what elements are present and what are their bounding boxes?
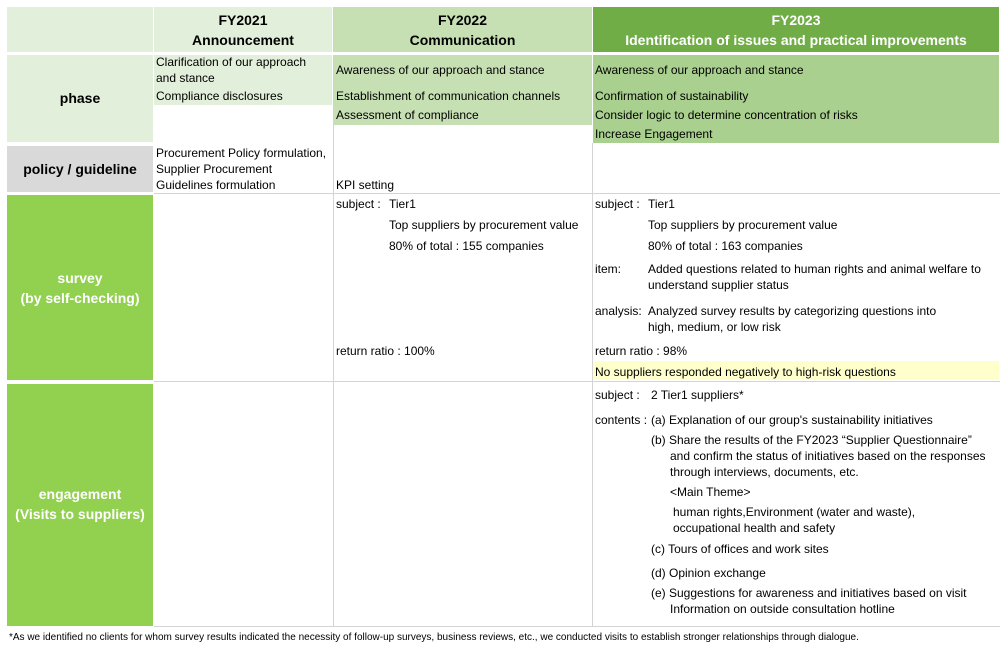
survey-fy2023-subject-label: subject : [595, 197, 640, 211]
engagement-item-b: (b) Share the results of the FY2023 “Supplier Questionnaire” [651, 433, 972, 447]
phase-label-cell [7, 55, 153, 142]
fy2021-title: Announcement [192, 32, 294, 48]
survey-fy2022-line: Top suppliers by procurement value [389, 218, 579, 232]
survey-fy2022-return: return ratio : 100% [336, 344, 435, 358]
engagement-item-c: (c) Tours of offices and work sites [651, 542, 829, 556]
policy-label: policy / guideline [23, 161, 137, 177]
engagement-item-e: (e) Suggestions for awareness and initiatives based on visit [651, 586, 967, 600]
survey-fy2022-line: 80% of total : 155 companies [389, 239, 544, 253]
survey-fy2023-subject-value: Tier1 [648, 197, 675, 211]
phase-fy2021-line: Compliance disclosures [156, 89, 283, 103]
survey-fy2023-analysis-line: high, medium, or low risk [648, 320, 781, 334]
phase-fy2021-line: and stance [156, 71, 215, 85]
survey-label-cell [7, 195, 153, 380]
fy2022-title: Communication [409, 32, 516, 48]
phase-fy2022-line: Establishment of communication channels [336, 89, 561, 103]
footnote: *As we identified no clients for whom survey results indicated the necessity of follow-up surveys, business reviews, etc., we conducted visits to establish stronger relationships through dialogue. [9, 632, 859, 643]
survey-fy2023-item-line: understand supplier status [648, 278, 789, 292]
engagement-contents-label: contents : [595, 413, 648, 427]
engagement-item-e: Information on outside consultation hotline [670, 602, 895, 616]
header-fy2023 [593, 7, 999, 52]
row-divider [154, 626, 1000, 627]
column-divider [333, 125, 334, 627]
fy2022-year: FY2022 [437, 12, 488, 28]
engagement-item-a: (a) Explanation of our group's sustainability initiatives [651, 413, 933, 427]
policy-label-cell [7, 146, 153, 192]
survey-label: survey [57, 270, 103, 286]
survey-fy2023-return: return ratio : 98% [595, 344, 688, 358]
row-divider [154, 381, 1000, 382]
survey-fy2023-line: 80% of total : 163 companies [648, 239, 803, 253]
fy2023-title: Identification of issues and practical improvements [625, 32, 967, 48]
survey-fy2023-analysis-line: Analyzed survey results by categorizing questions into [648, 304, 937, 318]
policy-fy2021-line: Supplier Procurement [156, 162, 273, 176]
phase-fy2022-line: Assessment of compliance [336, 108, 479, 122]
engagement-item-b: and confirm the status of initiatives based on the responses [670, 449, 986, 463]
survey-fy2023-analysis-label: analysis: [595, 304, 642, 318]
row-divider [154, 193, 1000, 194]
engagement-label-cell [7, 384, 153, 626]
header-fy2022 [333, 7, 592, 52]
header-fy2021 [154, 7, 332, 52]
survey-sublabel: (by self-checking) [20, 290, 140, 306]
column-divider [592, 143, 593, 627]
engagement-subject-value: 2 Tier1 suppliers* [651, 388, 744, 402]
engagement-label: engagement [38, 486, 122, 502]
fy2023-year: FY2023 [771, 12, 821, 28]
policy-fy2022-line: KPI setting [336, 178, 395, 192]
engagement-theme-line: human rights,Environment (water and waste), [673, 505, 916, 519]
phase-fy2023-line: Confirmation of sustainability [595, 89, 749, 103]
policy-fy2021-line: Guidelines formulation [156, 178, 276, 192]
survey-fy2023-item-label: item: [595, 262, 622, 276]
survey-fy2022-subject-label: subject : [336, 197, 381, 211]
engagement-main-theme: <Main Theme> [670, 485, 751, 499]
survey-fy2023-note: No suppliers responded negatively to high-risk questions [595, 365, 896, 379]
engagement-theme-line: occupational health and safety [673, 521, 836, 535]
survey-fy2022-subject-value: Tier1 [389, 197, 416, 211]
engagement-item-b: through interviews, documents, etc. [670, 465, 859, 479]
fy2021-year: FY2021 [218, 12, 268, 28]
policy-fy2021-line: Procurement Policy formulation, [156, 146, 327, 160]
phase-fy2021-line: Clarification of our approach [156, 55, 307, 69]
phase-label: phase [59, 90, 101, 106]
survey-fy2023-line: Top suppliers by procurement value [648, 218, 838, 232]
header-corner [7, 7, 153, 52]
engagement-sublabel: (Visits to suppliers) [15, 506, 145, 522]
phase-fy2023-line: Consider logic to determine concentration of risks [595, 108, 858, 122]
engagement-item-d: (d) Opinion exchange [651, 566, 766, 580]
phase-fy2023-line: Increase Engagement [595, 127, 713, 141]
phase-fy2023-line: Awareness of our approach and stance [595, 63, 804, 77]
survey-fy2023-item-line: Added questions related to human rights and animal welfare to [648, 262, 981, 276]
phase-fy2022-line: Awareness of our approach and stance [336, 63, 545, 77]
engagement-subject-label: subject : [595, 388, 640, 402]
